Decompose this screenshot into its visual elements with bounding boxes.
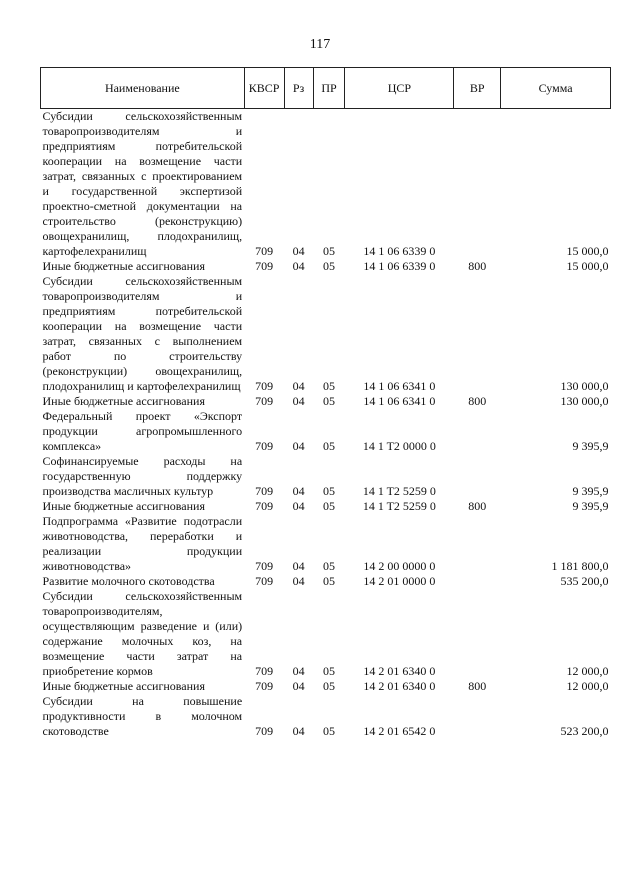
- budget-table: [40, 67, 611, 739]
- cell-csr: 14 1 T2 5259 0: [362, 484, 436, 498]
- header-rz: Рз: [284, 68, 313, 109]
- cell-vr: [454, 589, 501, 679]
- table-row: [41, 514, 611, 574]
- cell-vr: [454, 574, 501, 589]
- cell-rz: 04: [292, 379, 305, 393]
- cell-csr: 14 2 01 6340 0: [363, 664, 436, 678]
- cell-rz: 04: [292, 244, 305, 258]
- cell-vr: 800: [468, 394, 487, 408]
- table-row: [41, 274, 611, 394]
- page-number: 117: [309, 37, 331, 52]
- cell-kvsr: 709: [255, 394, 274, 408]
- header-kvsr: КВСР: [244, 68, 284, 109]
- cell-vr: [454, 109, 501, 260]
- header-vr: ВР: [454, 68, 501, 109]
- cell-rz: 04: [292, 664, 305, 678]
- cell-pr: 05: [322, 499, 335, 513]
- cell-kvsr: 709: [255, 244, 274, 258]
- cell-pr: 05: [322, 259, 335, 273]
- cell-pr: 05: [322, 679, 335, 693]
- cell-rz: 04: [292, 499, 305, 513]
- cell-pr: 05: [322, 559, 335, 573]
- cell-pr: 05: [322, 484, 335, 498]
- cell-kvsr: 709: [255, 574, 274, 588]
- cell-sum: 9 395,9: [572, 439, 609, 453]
- cell-csr: 14 1 T2 0000 0: [362, 439, 436, 453]
- cell-kvsr: 709: [255, 664, 274, 678]
- cell-kvsr: 709: [255, 499, 274, 513]
- cell-kvsr: 709: [255, 679, 274, 693]
- cell-name: Субсидии сельскохозяйственным товаропроизводителям и предприятиям потребительской кооперации на возмещение части затрат, связанных с выполнением работ по строительству (реконструкции) овощехранилищ, плодохранилищ и картофелехранилищ: [42, 274, 243, 393]
- cell-pr: 05: [322, 379, 335, 393]
- table-row: [41, 679, 611, 694]
- cell-rz: 04: [292, 484, 305, 498]
- cell-vr: [454, 274, 501, 394]
- cell-rz: 04: [292, 559, 305, 573]
- cell-sum: 1 181 800,0: [551, 559, 609, 573]
- cell-sum: 535 200,0: [560, 574, 609, 588]
- cell-sum: 9 395,9: [572, 499, 609, 513]
- table-row: [41, 394, 611, 409]
- table-body: [41, 109, 611, 740]
- table-row: [41, 499, 611, 514]
- cell-name: Федеральный проект «Экспорт продукции агропромышленного комплекса»: [42, 409, 243, 453]
- cell-csr: 14 1 06 6339 0: [363, 244, 436, 258]
- cell-name: Подпрограмма «Развитие подотрасли животноводства, переработки и реализации продукции животноводства»: [42, 514, 243, 573]
- cell-name: Софинансируемые расходы на государственную поддержку производства масличных культур: [42, 454, 243, 498]
- cell-csr: 14 2 00 0000 0: [363, 559, 436, 573]
- cell-csr: 14 1 T2 5259 0: [362, 499, 436, 513]
- cell-rz: 04: [292, 394, 305, 408]
- cell-pr: 05: [322, 439, 335, 453]
- cell-kvsr: 709: [255, 379, 274, 393]
- table-row: [41, 109, 611, 260]
- cell-name: Субсидии сельскохозяйственным товаропроизводителям и предприятиям потребительской кооперации на возмещение части затрат, связанных с проектированием и государственной экспертизой проектно-сметной документации на строительство (реконструкцию) овощехранилищ, плодохранилищ, картофелехранилищ: [42, 109, 243, 258]
- cell-csr: 14 1 06 6339 0: [363, 259, 436, 273]
- cell-name: Иные бюджетные ассигнования: [42, 259, 205, 273]
- cell-sum: 12 000,0: [566, 664, 609, 678]
- table-row: [41, 694, 611, 739]
- cell-rz: 04: [292, 259, 305, 273]
- cell-vr: [454, 514, 501, 574]
- cell-kvsr: 709: [255, 439, 274, 453]
- cell-rz: 04: [292, 679, 305, 693]
- table-row: [41, 574, 611, 589]
- cell-vr: 800: [468, 679, 487, 693]
- cell-sum: 15 000,0: [566, 244, 609, 258]
- header-pr: ПР: [313, 68, 345, 109]
- table-row: [41, 409, 611, 454]
- cell-csr: 14 2 01 0000 0: [363, 574, 436, 588]
- table-row: [41, 259, 611, 274]
- cell-kvsr: 709: [255, 484, 274, 498]
- header-csr: ЦСР: [345, 68, 454, 109]
- cell-csr: 14 2 01 6340 0: [363, 679, 436, 693]
- cell-vr: 800: [468, 499, 487, 513]
- cell-name: Субсидии сельскохозяйственным товаропроизводителям, осуществляющим разведение и (или) содержание молочных коз, на возмещение части затрат на приобретение кормов: [42, 589, 243, 678]
- table-header-row: [41, 68, 611, 109]
- cell-name: Субсидии на повышение продуктивности в молочном скотоводстве: [42, 694, 243, 738]
- cell-csr: 14 1 06 6341 0: [363, 394, 436, 408]
- cell-name: Иные бюджетные ассигнования: [42, 394, 205, 408]
- cell-vr: [454, 409, 501, 454]
- cell-sum: 130 000,0: [560, 379, 609, 393]
- cell-rz: 04: [292, 574, 305, 588]
- cell-sum: 130 000,0: [560, 394, 609, 408]
- table-row: [41, 589, 611, 679]
- cell-vr: [454, 694, 501, 739]
- cell-name: Иные бюджетные ассигнования: [42, 679, 205, 693]
- cell-rz: 04: [292, 439, 305, 453]
- cell-vr: [454, 454, 501, 499]
- cell-kvsr: 709: [255, 724, 274, 738]
- cell-pr: 05: [322, 244, 335, 258]
- cell-sum: 12 000,0: [566, 679, 609, 693]
- cell-kvsr: 709: [255, 259, 274, 273]
- cell-pr: 05: [322, 664, 335, 678]
- cell-sum: 9 395,9: [572, 484, 609, 498]
- cell-csr: 14 2 01 6542 0: [363, 724, 436, 738]
- cell-sum: 15 000,0: [566, 259, 609, 273]
- cell-rz: 04: [292, 724, 305, 738]
- cell-pr: 05: [322, 724, 335, 738]
- cell-kvsr: 709: [255, 559, 274, 573]
- table-row: [41, 454, 611, 499]
- cell-pr: 05: [322, 394, 335, 408]
- cell-pr: 05: [322, 574, 335, 588]
- cell-vr: 800: [468, 259, 487, 273]
- header-name: Наименование: [41, 68, 245, 109]
- cell-name: Иные бюджетные ассигнования: [42, 499, 205, 513]
- cell-csr: 14 1 06 6341 0: [363, 379, 436, 393]
- cell-name: Развитие молочного скотоводства: [42, 574, 215, 588]
- header-sum: Сумма: [501, 68, 611, 109]
- cell-sum: 523 200,0: [560, 724, 609, 738]
